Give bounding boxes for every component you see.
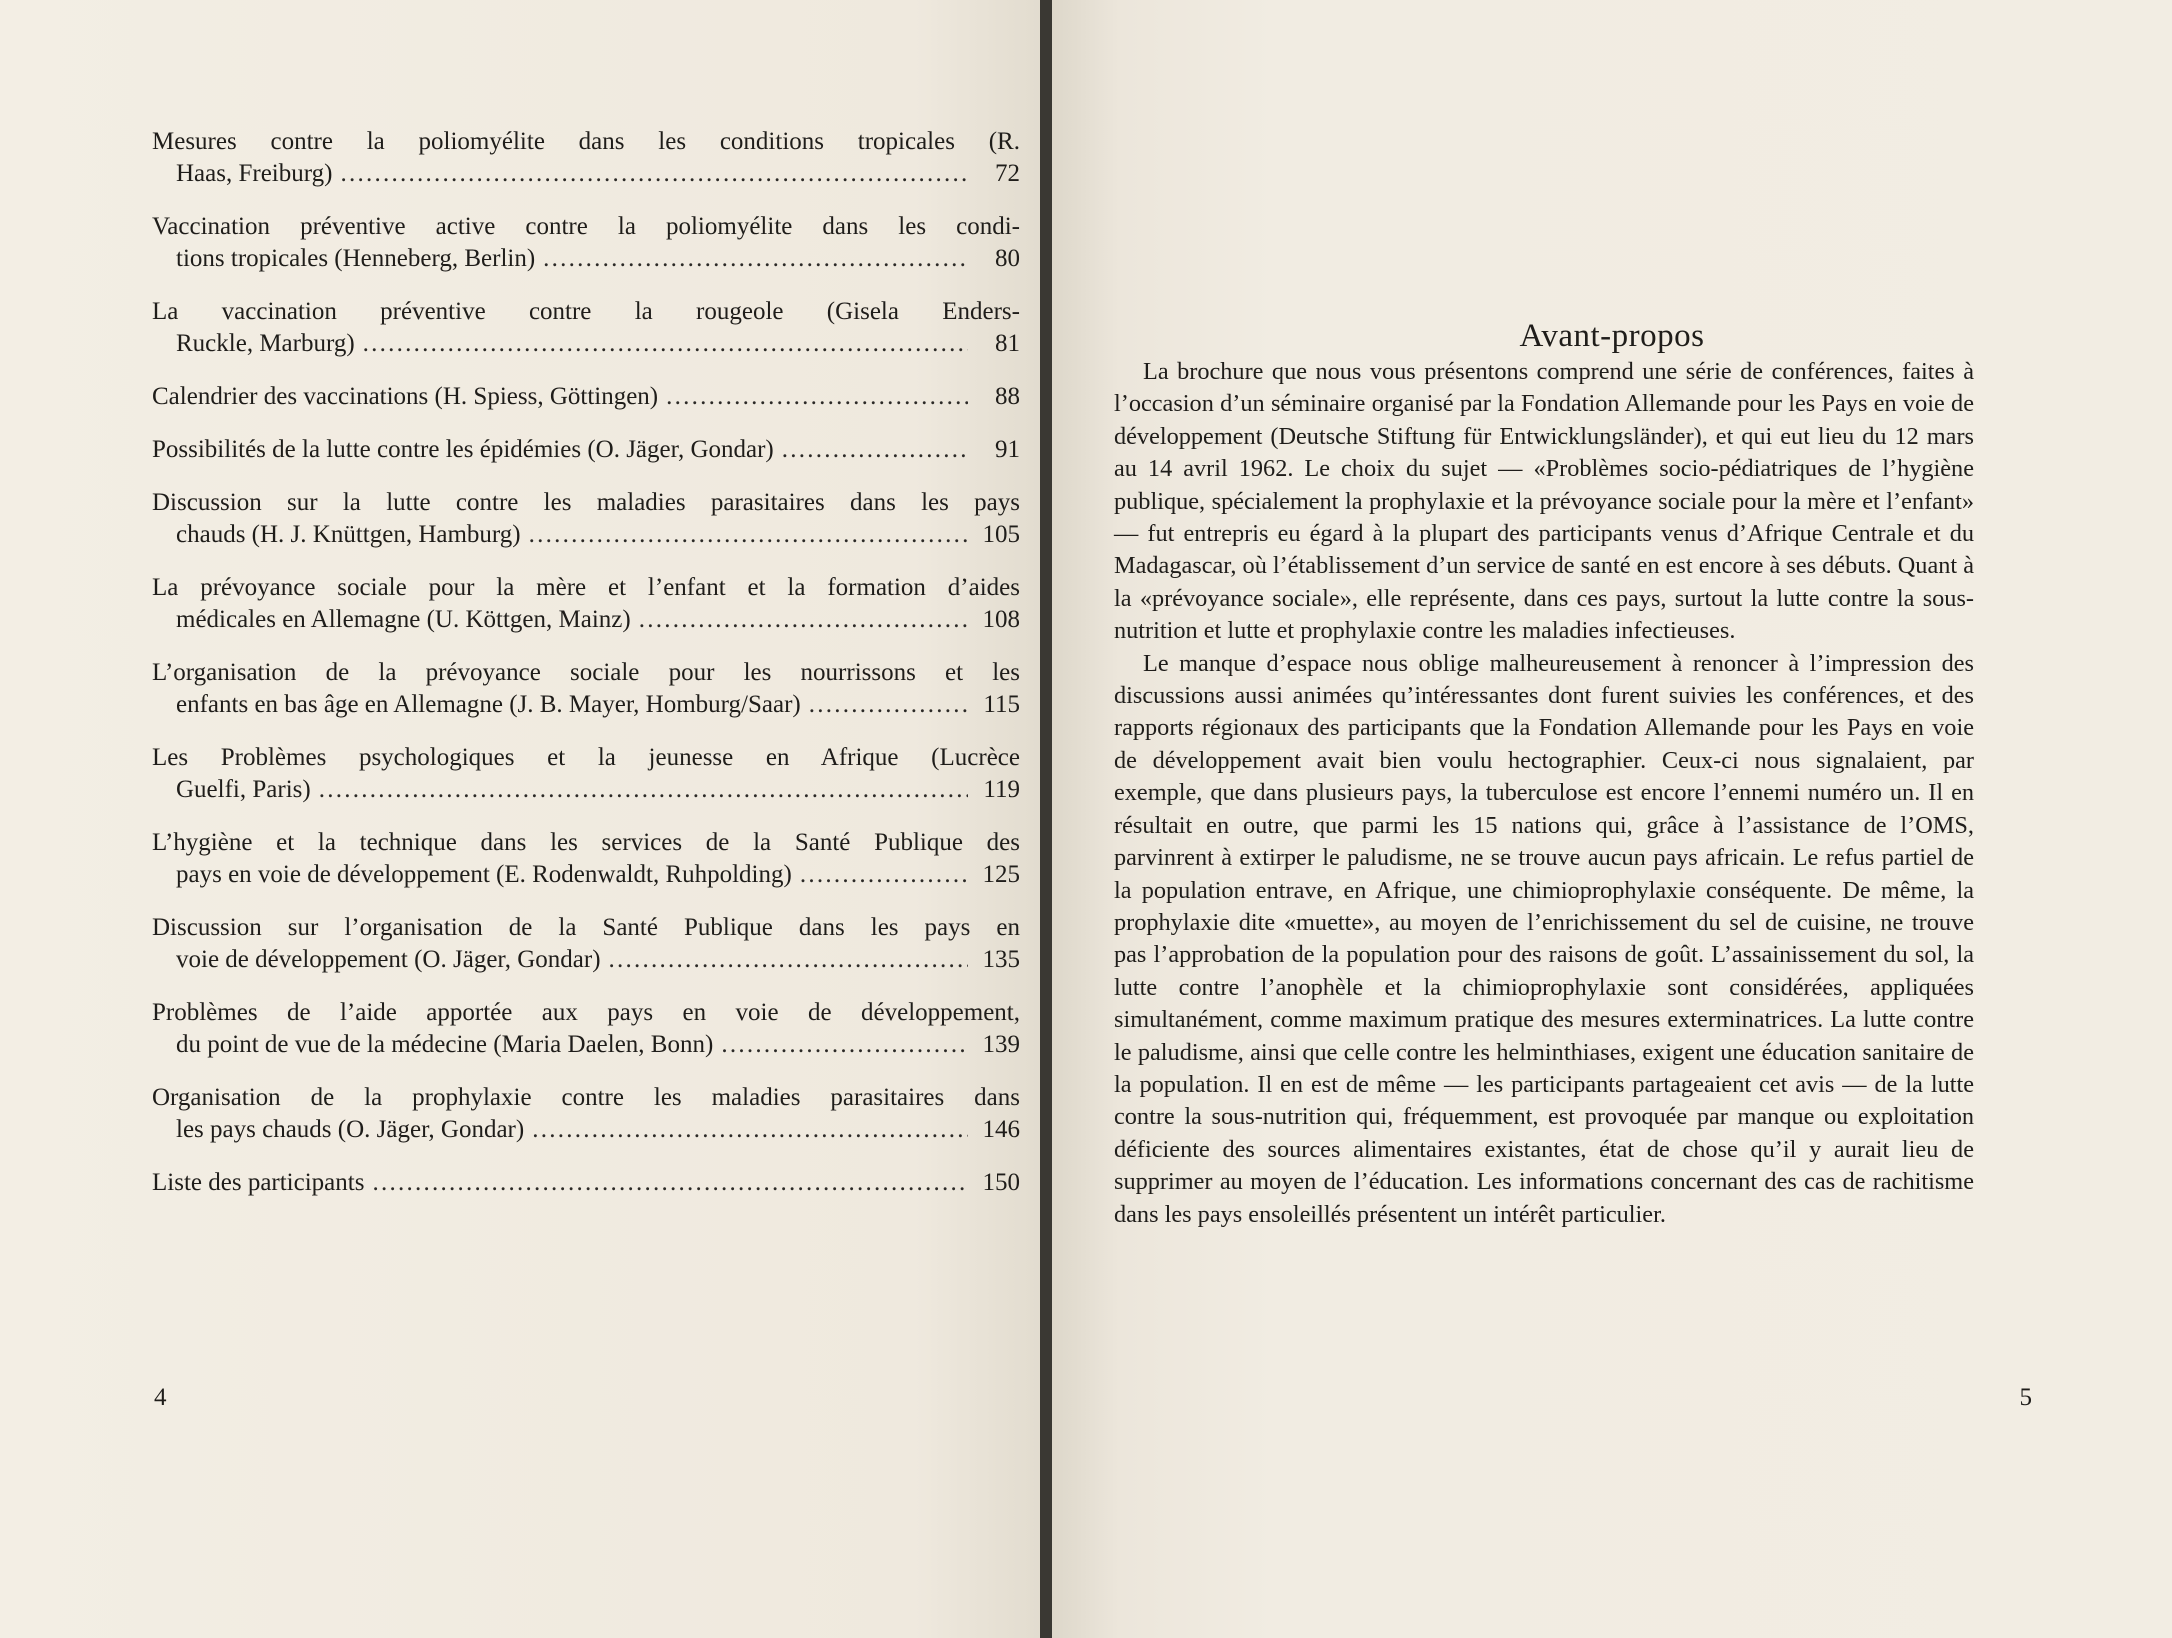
toc-entry-line xyxy=(152,1167,1020,1199)
dot-leader xyxy=(609,944,968,976)
toc-entry-line xyxy=(152,774,1020,806)
dot-leader xyxy=(782,434,968,466)
toc-entry xyxy=(152,1167,1020,1199)
dot-leader xyxy=(639,604,968,636)
toc-entry xyxy=(152,211,1020,275)
toc-entry-author: tions tropicales (Henneberg, Berlin) xyxy=(176,245,536,272)
toc-entry-author: chauds (H. J. Knüttgen, Hamburg) xyxy=(176,521,521,548)
toc-entry-title: L’organisation de la prévoyance sociale pour les nourrissons et les xyxy=(152,659,1020,686)
toc-entry xyxy=(152,434,1020,466)
table-of-contents xyxy=(152,126,1020,1220)
toc-entry-line xyxy=(152,859,1020,891)
dot-leader xyxy=(340,158,968,190)
toc-entry-line xyxy=(152,519,1020,551)
toc-entry-author: Guelfi, Paris) xyxy=(176,776,311,803)
left-page xyxy=(0,0,1040,1638)
book-gutter xyxy=(1040,0,1052,1638)
toc-entry-line xyxy=(152,328,1020,360)
toc-page-number: 146 xyxy=(982,1116,1020,1143)
foreword-paragraph: La brochure que nous vous présentons comprend une série de conférences, faites à l’occasion d’un séminaire organisé par la Fondation Allemande pour les Pays en voie de développement (Deutsche Stiftung für Entwicklungsländer), et qui eut lieu du 12 mars au 14 avril 1962. Le choix du sujet — «Problèmes socio-pédiatriques de l’hygiène publique, spécialement la prophylaxie et la prévoyance sociale pour la mère et l’enfant» — fut entrepris eu égard à la plupart des participants venus d’Afrique Centrale et du Madagascar, où l’établissement d’un service de santé en est encore à ses débuts. Quant à la «prévoyance sociale», elle représente, dans ces pays, surtout la lutte contre la sous-nutrition et lutte et prophylaxie contre les maladies infectieuses. xyxy=(1114,358,1974,645)
toc-entry-author: médicales en Allemagne (U. Köttgen, Mainz) xyxy=(176,606,631,633)
toc-page-number: 139 xyxy=(982,1031,1020,1058)
toc-entry-line xyxy=(152,1029,1020,1061)
toc-entry xyxy=(152,296,1020,360)
toc-entry-line xyxy=(152,381,1020,413)
toc-page-number: 119 xyxy=(983,776,1020,803)
page-number-left: 4 xyxy=(154,1384,167,1411)
toc-entry-author: Calendrier des vaccinations (H. Spiess, Göttingen) xyxy=(152,383,659,410)
dot-leader xyxy=(809,689,968,721)
toc-entry-title: Discussion sur la lutte contre les maladies parasitaires dans les pays xyxy=(152,489,1020,516)
toc-page-number: 72 xyxy=(995,160,1020,187)
toc-entry-author: du point de vue de la médecine (Maria Daelen, Bonn) xyxy=(176,1031,714,1058)
toc-page-number: 80 xyxy=(995,245,1020,272)
toc-entry-line xyxy=(152,434,1020,466)
toc-entry xyxy=(152,742,1020,806)
toc-entry-author: enfants en bas âge en Allemagne (J. B. Mayer, Homburg/Saar) xyxy=(176,691,801,718)
toc-entry-line xyxy=(152,604,1020,636)
dot-leader xyxy=(666,381,968,413)
toc-page-number: 91 xyxy=(995,436,1020,463)
foreword-paragraph: Le manque d’espace nous oblige malheureusement à renoncer à l’impression des discussions aussi animées qu’intéressantes dont furent suivies les conférences, et des rapports régionaux des participants que la Fondation Allemande pour les Pays en voie de développement avait bien voulu hectographier. Ceux-ci nous signalaient, par exemple, que dans plusieurs pays, la tuberculose est encore l’ennemi numéro un. Il en résultait en outre, que parmi les 15 nations qui, grâce à l’assistance de l’OMS, parvinrent à extirper le paludisme, ne se trouve aucun pays africain. Le refus partiel de la population entrave, en Afrique, une chimioprophylaxie conséquente. De même, la prophylaxie dite «muette», au moyen de l’enrichissement du sel de cuisine, ne trouve pas l’approbation de la population pour des raisons de goût. L’assainissement du sol, la lutte contre l’anophèle et la chimioprophylaxie sont considérées, appliquées simultanément, comme maximum pratique des mesures exterminatrices. La lutte contre le paludisme, ainsi que celle contre les helminthiases, exigent une éducation sanitaire de la population. Il en est de même — les participants partageaient cet avis — de la lutte contre la sous-nutrition qui, fréquemment, est provoquée par manque ou exploitation déficiente des sources alimentaires existantes, état de chose qu’il y aurait lieu de supprimer au moyen de l’éducation. Les informations concernant des cas de rachitisme dans les pays ensoleillés présentent un intérêt particulier. xyxy=(1114,649,1974,1228)
toc-entry xyxy=(152,487,1020,551)
toc-entry-title: La vaccination préventive contre la rougeole (Gisela Enders- xyxy=(152,298,1020,325)
toc-page-number: 105 xyxy=(982,521,1020,548)
toc-page-number: 115 xyxy=(983,691,1020,718)
toc-entry-line xyxy=(152,944,1020,976)
toc-entry-author: les pays chauds (O. Jäger, Gondar) xyxy=(176,1116,525,1143)
toc-entry-line xyxy=(152,158,1020,190)
toc-page-number: 150 xyxy=(982,1169,1020,1196)
toc-entry-author: pays en voie de développement (E. Rodenwaldt, Ruhpolding) xyxy=(176,861,792,888)
toc-page-number: 125 xyxy=(982,861,1020,888)
dot-leader xyxy=(721,1029,968,1061)
toc-page-number: 88 xyxy=(995,383,1020,410)
toc-entry-line xyxy=(152,689,1020,721)
toc-entry-title: Organisation de la prophylaxie contre les maladies parasitaires dans xyxy=(152,1084,1020,1111)
toc-entry-line xyxy=(152,243,1020,275)
page-number-right: 5 xyxy=(2019,1384,2032,1411)
toc-entry-author: Possibilités de la lutte contre les épidémies (O. Jäger, Gondar) xyxy=(152,436,774,463)
toc-page-number: 81 xyxy=(995,330,1020,357)
dot-leader xyxy=(543,243,968,275)
toc-entry-title: Vaccination préventive active contre la poliomyélite dans les condi- xyxy=(152,213,1020,240)
dot-leader xyxy=(532,1114,968,1146)
toc-entry-author: Haas, Freiburg) xyxy=(176,160,333,187)
dot-leader xyxy=(372,1167,968,1199)
toc-entry-author: Liste des participants xyxy=(152,1169,365,1196)
toc-entry-title: L’hygiène et la technique dans les services de la Santé Publique des xyxy=(152,829,1020,856)
toc-entry-title: Mesures contre la poliomyélite dans les conditions tropicales (R. xyxy=(152,128,1020,155)
toc-entry-author: Ruckle, Marburg) xyxy=(176,330,355,357)
toc-entry-title: Discussion sur l’organisation de la Santé Publique dans les pays en xyxy=(152,914,1020,941)
toc-entry-title: Les Problèmes psychologiques et la jeunesse en Afrique (Lucrèce xyxy=(152,744,1020,771)
foreword-body xyxy=(1114,356,1974,1231)
toc-entry-title: Problèmes de l’aide apportée aux pays en voie de développement, xyxy=(152,999,1020,1026)
toc-entry-line xyxy=(152,1114,1020,1146)
toc-entry xyxy=(152,827,1020,891)
toc-entry xyxy=(152,657,1020,721)
section-heading: Avant-propos xyxy=(1519,318,1705,354)
toc-page-number: 108 xyxy=(982,606,1020,633)
toc-entry xyxy=(152,912,1020,976)
dot-leader xyxy=(363,328,968,360)
toc-entry-title: La prévoyance sociale pour la mère et l’enfant et la formation d’aides xyxy=(152,574,1020,601)
dot-leader xyxy=(800,859,968,891)
toc-page-number: 135 xyxy=(982,946,1020,973)
toc-entry xyxy=(152,1082,1020,1146)
toc-entry xyxy=(152,997,1020,1061)
dot-leader xyxy=(529,519,968,551)
toc-entry xyxy=(152,126,1020,190)
toc-entry xyxy=(152,572,1020,636)
dot-leader xyxy=(319,774,968,806)
toc-entry xyxy=(152,381,1020,413)
toc-entry-author: voie de développement (O. Jäger, Gondar) xyxy=(176,946,601,973)
